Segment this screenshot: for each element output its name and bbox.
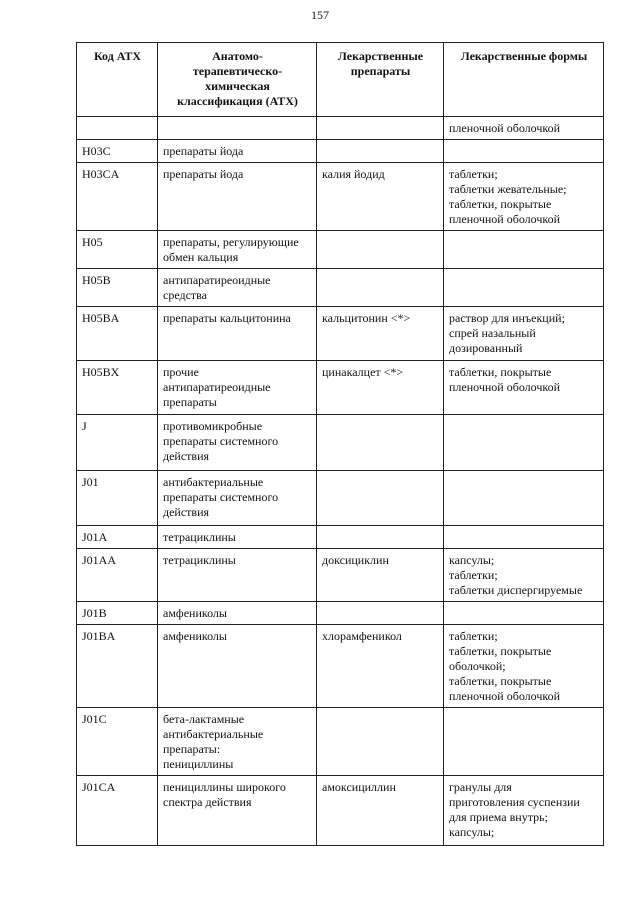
cell-drug xyxy=(317,231,444,269)
table-row xyxy=(77,415,604,471)
cell-atc-classification: антибактериальные препараты системного действия xyxy=(158,471,317,526)
cell-drug: кальцитонин <*> xyxy=(317,307,444,361)
cell-drug xyxy=(317,471,444,526)
cell-dosage-form xyxy=(444,140,604,163)
table-row xyxy=(77,361,604,415)
cell-dosage-form xyxy=(444,526,604,549)
cell-dosage-form xyxy=(444,602,604,625)
cell-dosage-form xyxy=(444,415,604,471)
cell-dosage-form: капсулы; таблетки; таблетки диспергируемые xyxy=(444,549,604,602)
table-row xyxy=(77,625,604,708)
page-number: 157 xyxy=(311,8,329,22)
header-atc-code: Код АТХ xyxy=(77,43,158,117)
cell-atc-code: H03C xyxy=(77,140,158,163)
table-header-row xyxy=(77,43,604,117)
header-drugs: Лекарственные препараты xyxy=(317,43,444,117)
cell-drug: хлорамфеникол xyxy=(317,625,444,708)
cell-dosage-form: гранулы для приготовления суспензии для приема внутрь; капсулы; xyxy=(444,776,604,846)
cell-dosage-form: таблетки; таблетки, покрытые оболочкой; таблетки, покрытые пленочной оболочкой xyxy=(444,625,604,708)
cell-dosage-form: пленочной оболочкой xyxy=(444,117,604,140)
cell-atc-code: J01C xyxy=(77,708,158,776)
cell-atc-code: H03CA xyxy=(77,163,158,231)
table-row xyxy=(77,269,604,307)
table-row xyxy=(77,307,604,361)
cell-atc-code: J01B xyxy=(77,602,158,625)
cell-atc-code: H05BX xyxy=(77,361,158,415)
cell-dosage-form xyxy=(444,231,604,269)
cell-atc-classification: препараты кальцитонина xyxy=(158,307,317,361)
cell-atc-classification: препараты йода xyxy=(158,140,317,163)
cell-atc-classification xyxy=(158,117,317,140)
cell-atc-classification: антипаратиреоидные средства xyxy=(158,269,317,307)
cell-atc-classification: препараты йода xyxy=(158,163,317,231)
cell-atc-classification: прочие антипаратиреоидные препараты xyxy=(158,361,317,415)
cell-drug xyxy=(317,140,444,163)
table-row xyxy=(77,117,604,140)
cell-atc-code: J xyxy=(77,415,158,471)
cell-atc-classification: амфениколы xyxy=(158,602,317,625)
cell-dosage-form xyxy=(444,269,604,307)
table-row xyxy=(77,163,604,231)
cell-drug xyxy=(317,117,444,140)
table-row xyxy=(77,140,604,163)
cell-atc-code: J01BA xyxy=(77,625,158,708)
cell-drug: калия йодид xyxy=(317,163,444,231)
cell-atc-code: J01 xyxy=(77,471,158,526)
cell-atc-code: H05 xyxy=(77,231,158,269)
table-row xyxy=(77,602,604,625)
cell-dosage-form xyxy=(444,708,604,776)
header-dosage-forms: Лекарственные формы xyxy=(444,43,604,117)
table-row xyxy=(77,708,604,776)
cell-atc-code: J01A xyxy=(77,526,158,549)
table-row xyxy=(77,526,604,549)
cell-drug: амоксициллин xyxy=(317,776,444,846)
cell-drug xyxy=(317,269,444,307)
cell-atc-classification: тетрациклины xyxy=(158,549,317,602)
table-row xyxy=(77,549,604,602)
cell-atc-code: J01CA xyxy=(77,776,158,846)
cell-atc-code: H05BA xyxy=(77,307,158,361)
cell-atc-code: J01AA xyxy=(77,549,158,602)
cell-drug: доксициклин xyxy=(317,549,444,602)
table-row xyxy=(77,231,604,269)
cell-dosage-form: таблетки; таблетки жевательные; таблетки, покрытые пленочной оболочкой xyxy=(444,163,604,231)
cell-dosage-form: раствор для инъекций; спрей назальный дозированный xyxy=(444,307,604,361)
header-atc-classification: Анатомо- терапевтическо- химическая классификация (АТХ) xyxy=(158,43,317,117)
table-row xyxy=(77,471,604,526)
cell-drug: цинакалцет <*> xyxy=(317,361,444,415)
cell-drug xyxy=(317,415,444,471)
cell-atc-code: H05B xyxy=(77,269,158,307)
cell-atc-classification: бета-лактамные антибактериальные препараты: пенициллины xyxy=(158,708,317,776)
cell-atc-classification: пенициллины широкого спектра действия xyxy=(158,776,317,846)
cell-drug xyxy=(317,526,444,549)
cell-atc-classification: амфениколы xyxy=(158,625,317,708)
cell-atc-classification: противомикробные препараты системного действия xyxy=(158,415,317,471)
table-row xyxy=(77,776,604,846)
cell-dosage-form: таблетки, покрытые пленочной оболочкой xyxy=(444,361,604,415)
cell-atc-classification: тетрациклины xyxy=(158,526,317,549)
cell-dosage-form xyxy=(444,471,604,526)
cell-atc-classification: препараты, регулирующие обмен кальция xyxy=(158,231,317,269)
cell-drug xyxy=(317,708,444,776)
cell-drug xyxy=(317,602,444,625)
atc-table xyxy=(76,42,604,846)
cell-atc-code xyxy=(77,117,158,140)
table-body xyxy=(77,117,604,846)
